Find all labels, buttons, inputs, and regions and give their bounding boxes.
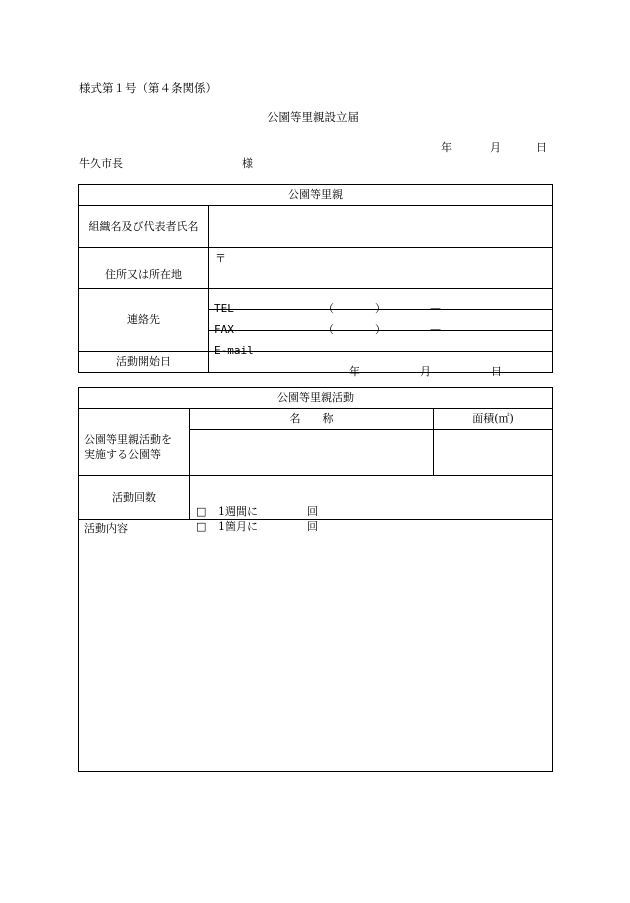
park-area-header: 面積(㎡) [434, 409, 553, 430]
tel-label: TEL [214, 302, 234, 315]
park-label-line2: 実施する公園等 [84, 448, 161, 461]
org-label: 組織名及び代表者氏名 [79, 206, 209, 248]
monthly-checkbox[interactable]: □ [196, 519, 207, 533]
org-field[interactable] [209, 206, 553, 248]
activity-content-field[interactable] [79, 520, 553, 772]
tel-dash: — [430, 302, 441, 315]
address-field[interactable] [209, 248, 553, 289]
parent-section-heading: 公園等里親 [79, 185, 553, 206]
park-name-field[interactable] [190, 430, 434, 476]
start-date-day: 日 [491, 365, 502, 378]
date-year-label: 年 [441, 141, 452, 154]
weekly-label: 1週間に [218, 504, 258, 518]
fax-paren-open: （ [323, 323, 334, 336]
park-label-line1: 公園等里親活動を [84, 433, 172, 446]
parent-table [78, 184, 553, 378]
frequency-field [190, 476, 553, 533]
honorific: 様 [242, 157, 253, 170]
email-label: E-mail [214, 344, 254, 357]
activity-content-label: 活動内容 [84, 522, 128, 535]
activity-section-heading: 公園等里親活動 [79, 388, 553, 409]
park-area-field[interactable] [434, 430, 553, 476]
monthly-label: 1箇月に [218, 519, 258, 533]
contact-label: 連絡先 [79, 289, 209, 352]
fax-dash: — [430, 323, 441, 336]
addressee: 牛久市長 [79, 157, 123, 170]
weekly-checkbox[interactable]: □ [196, 504, 207, 518]
park-name-header: 名 称 [190, 409, 434, 430]
form-title: 公園等里親設立届 [267, 110, 359, 124]
start-date-year: 年 [349, 365, 360, 378]
tel-field[interactable] [209, 289, 553, 315]
start-date-label: 活動開始日 [79, 352, 209, 373]
postal-mark: 〒 [215, 252, 226, 265]
tel-paren-open: （ [323, 302, 334, 315]
fax-label: FAX [214, 323, 234, 336]
date-day-label: 日 [536, 141, 547, 154]
weekly-unit: 回 [307, 504, 318, 518]
monthly-unit: 回 [307, 519, 318, 533]
park-label [79, 409, 190, 476]
form-number: 様式第１号（第４条関係） [79, 81, 217, 95]
frequency-label: 活動回数 [79, 476, 190, 520]
address-label: 住所又は所在地 [79, 248, 209, 289]
activity-table [78, 387, 553, 772]
fax-paren-close: ） [375, 323, 386, 336]
date-month-label: 月 [490, 141, 501, 154]
start-date-month: 月 [420, 365, 431, 378]
start-date-field[interactable] [209, 352, 553, 378]
tel-paren-close: ） [375, 302, 386, 315]
